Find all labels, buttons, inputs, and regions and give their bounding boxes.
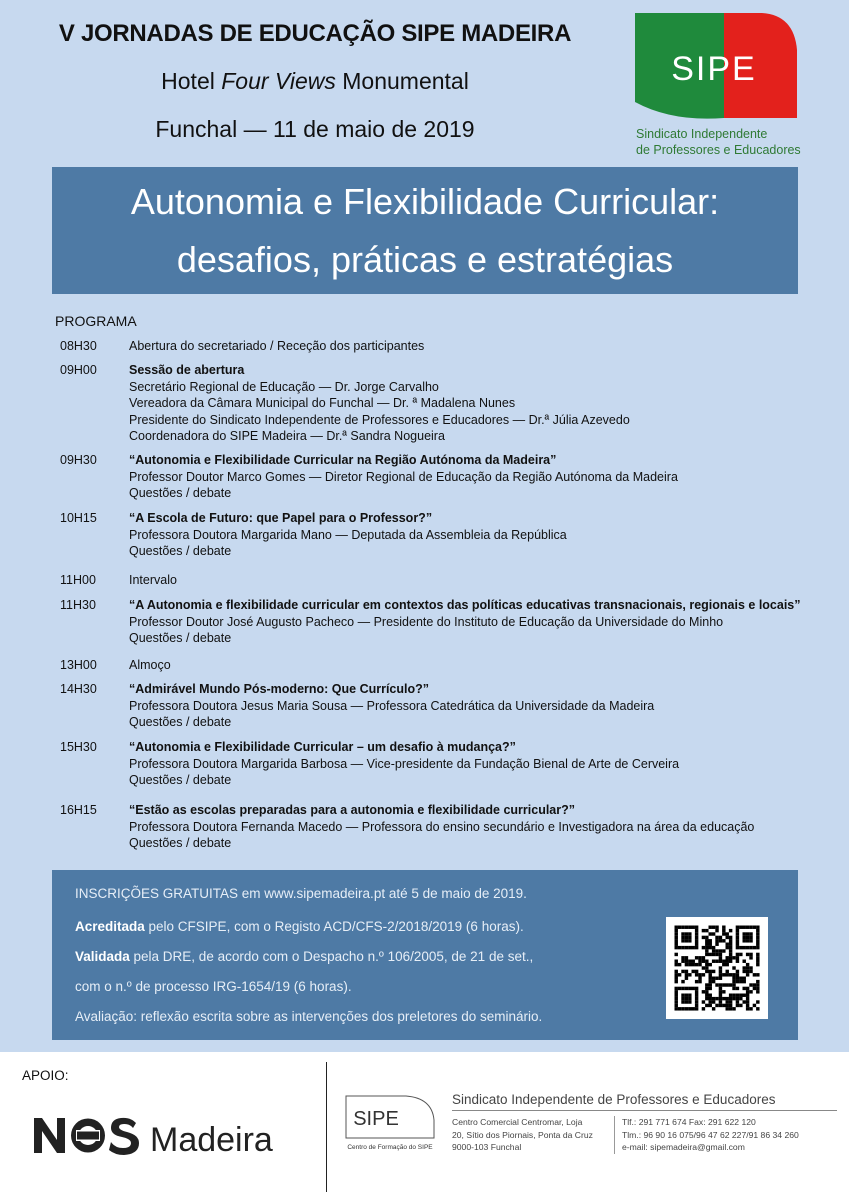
footer-rule [452, 1110, 837, 1111]
footer-address: Centro Comercial Centromar, Loja 20, Sítio dos Piornais, Ponta da Cruz 9000-103 Funchal [452, 1117, 593, 1153]
program-line: Vereadora da Câmara Municipal do Funchal — Dr. ª Madalena Nunes [129, 396, 516, 410]
program-session-title: “A Autonomia e flexibilidade curricular em contextos das políticas educativas transnacionais, regionais e locais” [129, 598, 801, 612]
footer-email[interactable]: e-mail: sipemadeira@gmail.com [622, 1142, 745, 1153]
program-line: Questões / debate [129, 486, 232, 500]
program-line: Professora Doutora Margarida Mano — Deputada da Assembleia da República [129, 527, 567, 542]
theme-banner [52, 167, 798, 294]
program-label: PROGRAMA [55, 313, 137, 329]
venue: Hotel Four Views Monumental [161, 68, 469, 94]
program-line: Almoço [129, 658, 171, 672]
footer-divider [326, 1062, 327, 1192]
support-label: APOIO: [22, 1068, 69, 1083]
program-time: 08H30 [60, 339, 97, 353]
qr-code[interactable] [666, 917, 768, 1019]
sipe-training-caption: Centro de Formação do SIPE [347, 1144, 433, 1151]
event-title: V JORNADAS DE EDUCAÇÃO SIPE MADEIRA [58, 20, 572, 47]
sipe-training-logo-text: SIPE [353, 1108, 399, 1130]
program-time: 09H30 [60, 453, 97, 467]
program-line: Questões / debate [129, 631, 232, 645]
banner-title-line2: desafios, práticas e estratégias [176, 239, 674, 280]
program-line: Questões / debate [129, 544, 232, 558]
footer-column-divider [614, 1116, 615, 1154]
program-time: 15H30 [60, 740, 97, 754]
program-line: Professora Doutora Fernanda Macedo — Professora do ensino secundário e Investigadora na área da educação [129, 819, 755, 834]
program-session-title: “Estão as escolas preparadas para a autonomia e flexibilidade curricular?” [129, 803, 576, 817]
program-time: 11H30 [60, 598, 96, 612]
program-line: Questões / debate [129, 773, 232, 787]
program-description [129, 572, 849, 589]
nos-madeira-text: Madeira [150, 1121, 273, 1159]
program-line: Presidente do Sindicato Independente de Professores e Educadores — Dr.ª Júlia Azevedo [129, 412, 630, 427]
banner-title-line1: Autonomia e Flexibilidade Curricular: [130, 181, 720, 222]
program-session-title: “A Escola de Futuro: que Papel para o Professor?” [129, 511, 433, 525]
footer-org-title: Sindicato Independente de Professores e Educadores [452, 1092, 776, 1107]
program-description [129, 681, 849, 731]
footer-phone: Tlf.: 291 771 674 Fax: 291 622 120 [622, 1117, 756, 1127]
program-line: Professor Doutor Marco Gomes — Diretor Regional de Educação da Região Autónoma da Madeira [129, 469, 678, 484]
sipe-logo-subtitle: Sindicato Independente de Professores e Educadores [636, 127, 801, 157]
program-description [129, 510, 849, 560]
registration-info: INSCRIÇÕES GRATUITAS em www.sipemadeira.pt até 5 de maio de 2019. [75, 886, 527, 901]
sipe-training-logo [344, 1092, 439, 1152]
program-line: Intervalo [129, 573, 177, 587]
program-description [129, 657, 849, 674]
program-line: Abertura do secretariado / Receção dos participantes [129, 339, 425, 353]
nos-madeira-logo [30, 1110, 320, 1160]
event-date: Funchal — 11 de maio de 2019 [155, 116, 475, 142]
validation-info: Validada pela DRE, de acordo com o Despacho n.º 106/2005, de 21 de set., [75, 949, 534, 964]
program-line: Professora Doutora Margarida Barbosa — Vice-presidente da Fundação Bienal de Arte de Cerveira [129, 756, 680, 771]
program-session-title: “Autonomia e Flexibilidade Curricular – um desafio à mudança?” [129, 740, 516, 754]
program-line: Questões / debate [129, 836, 232, 850]
program-description [129, 739, 849, 789]
program-line: Professor Doutor José Augusto Pacheco — Presidente do Instituto de Educação da Universidade do Minho [129, 614, 724, 629]
evaluation-info: Avaliação: reflexão escrita sobre as intervenções dos preletores do seminário. [75, 1009, 543, 1024]
program-description [129, 362, 849, 445]
program-description [129, 802, 849, 852]
footer-contacts [622, 1116, 799, 1154]
program-time: 13H00 [60, 658, 97, 672]
program-session-title: “Admirável Mundo Pós-moderno: Que Currículo?” [129, 682, 430, 696]
program-time: 10H15 [60, 511, 97, 525]
process-info: com o n.º de processo IRG-1654/19 (6 horas). [75, 979, 352, 994]
program-line: Questões / debate [129, 715, 232, 729]
program-line: Professora Doutora Jesus Maria Sousa — Professora Catedrática da Universidade da Madeira [129, 698, 655, 713]
footer-mobile: Tlm.: 96 90 16 075/96 47 62 227/91 86 34 260 [622, 1129, 799, 1140]
program-time: 16H15 [60, 803, 97, 817]
accreditation-info: Acreditada pelo CFSIPE, com o Registo ACD/CFS-2/2018/2019 (6 horas). [75, 919, 524, 934]
program-description [129, 338, 849, 355]
program-description [129, 452, 849, 502]
program-time: 14H30 [60, 682, 97, 696]
program-session-title: Sessão de abertura [129, 363, 245, 377]
program-time: 11H00 [60, 573, 96, 587]
sipe-logo-text: SIPE [671, 50, 757, 88]
program-session-title: “Autonomia e Flexibilidade Curricular na Região Autónoma da Madeira” [129, 453, 557, 467]
program-time: 09H00 [60, 363, 97, 377]
info-box [52, 870, 798, 1040]
program-description [129, 597, 849, 647]
program-line: Secretário Regional de Educação — Dr. Jorge Carvalho [129, 379, 439, 394]
program-line: Coordenadora do SIPE Madeira — Dr.ª Sandra Nogueira [129, 429, 445, 443]
